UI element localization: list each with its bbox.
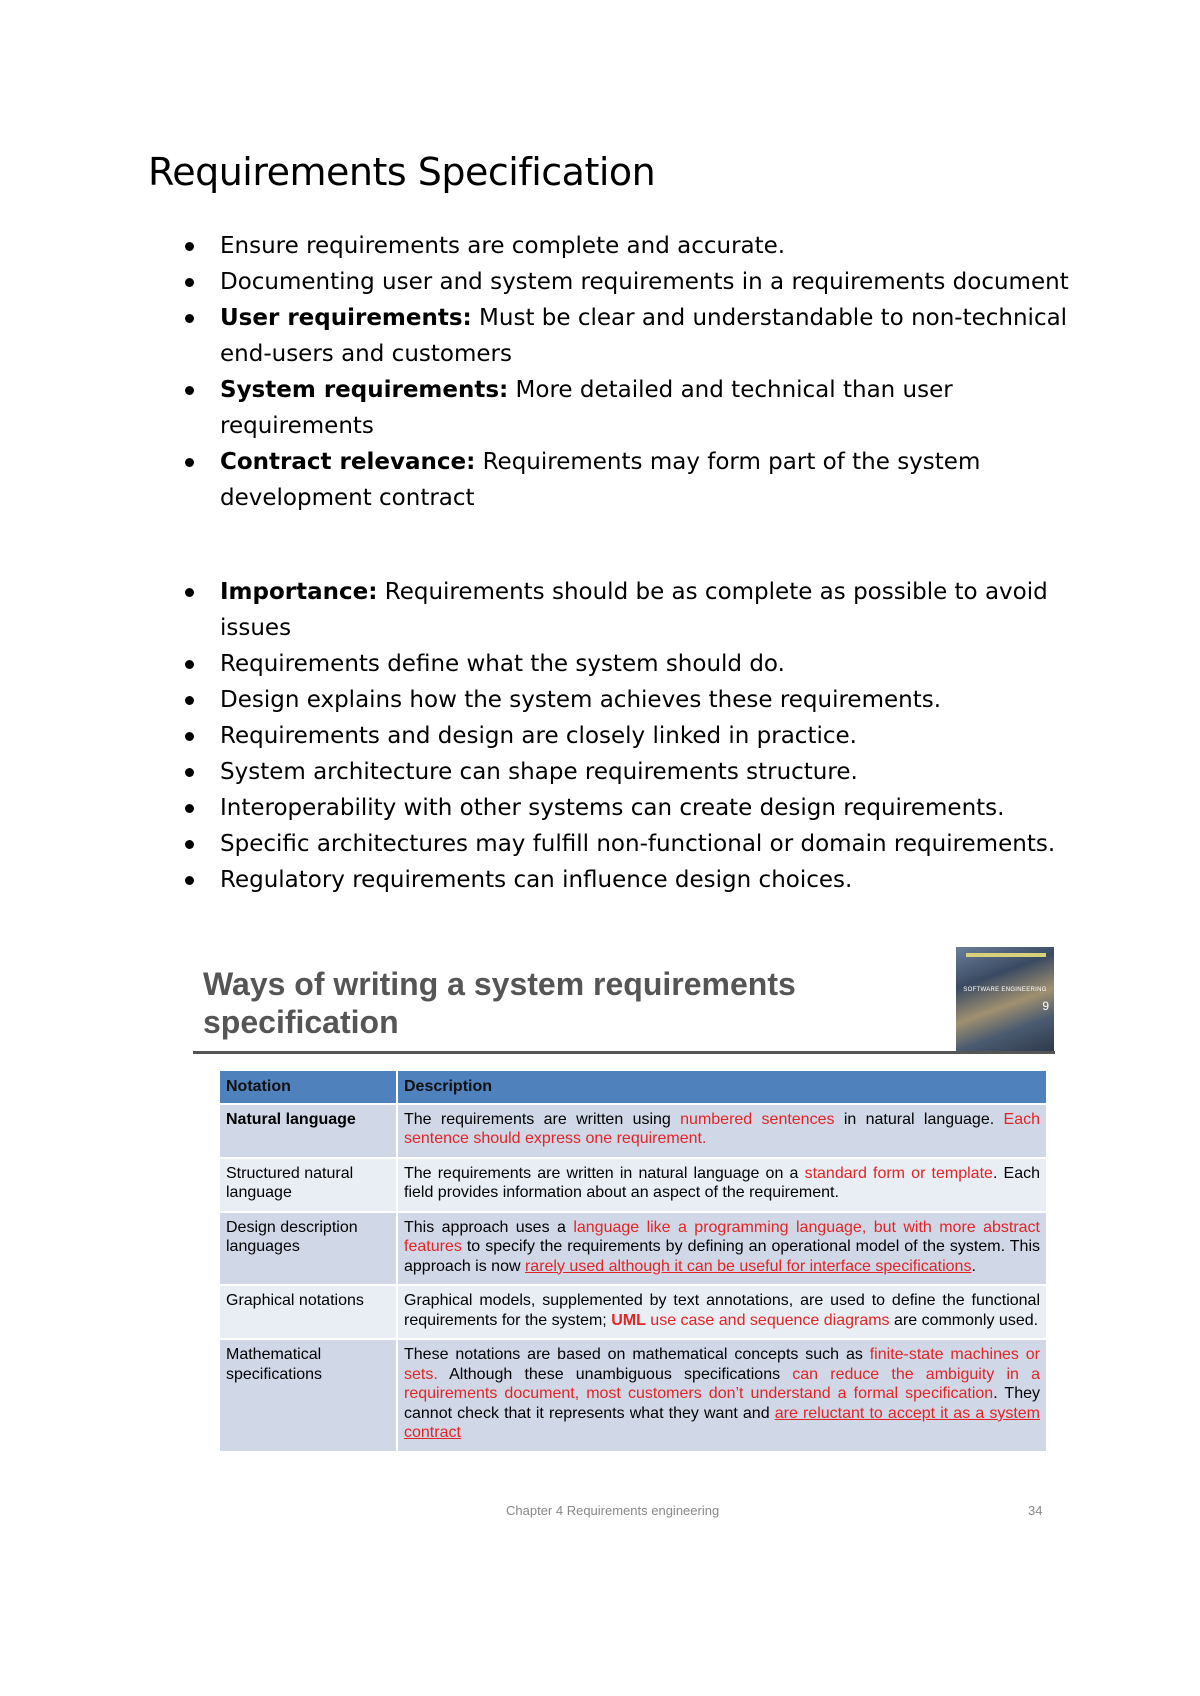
bullet-dot-icon: [185, 242, 194, 251]
description-cell: [397, 1104, 1047, 1158]
bullet-text: System architecture can shape requirements structure.: [220, 759, 858, 785]
bullet-dot-icon: [185, 588, 194, 597]
bullet-text: Documenting user and system requirements in a requirements document: [220, 269, 1069, 295]
bullet-dot-icon: [185, 278, 194, 287]
book-author-strip: [966, 953, 1046, 957]
bullet-text: Ensure requirements are complete and accurate.: [220, 233, 786, 259]
bullet-list-overview: [178, 228, 1078, 516]
notation-table: [218, 1069, 1048, 1453]
description-fragment: in natural language.: [834, 1110, 1004, 1128]
notation-cell: Graphical notations: [219, 1285, 397, 1339]
bullet-list-design: [178, 574, 1078, 898]
description-fragment: to specify the requirements by defining an operational model of the system. This approach is now: [404, 1238, 1040, 1275]
bullet-label: Contract relevance:: [220, 449, 476, 475]
slide-page-number: 34: [1028, 1503, 1043, 1518]
description-fragment: The requirements are written in natural language on a: [404, 1164, 805, 1182]
bullet-item: [178, 228, 1078, 264]
table-row: [219, 1285, 1047, 1339]
slide-image: [188, 945, 1060, 1535]
bullet-text: Requirements may form part of the system development contract: [220, 449, 981, 511]
description-fragment: standard form or template: [804, 1164, 993, 1182]
bullet-dot-icon: [185, 768, 194, 777]
bullet-item: [178, 444, 1078, 516]
table-row: [219, 1158, 1047, 1212]
bullet-text: Specific architectures may fulfill non-functional or domain requirements.: [220, 831, 1056, 857]
table-row: [219, 1104, 1047, 1158]
bullet-item: [178, 264, 1078, 300]
notation-cell: Mathematical specifications: [219, 1339, 397, 1452]
bullet-text: More detailed and technical than user requirements: [220, 377, 953, 439]
bullet-text: Requirements should be as complete as possible to avoid issues: [220, 579, 1048, 641]
description-cell: [397, 1285, 1047, 1339]
description-fragment: can reduce the ambiguity in a requirements document, most customers don’t understand a formal specification: [404, 1365, 1041, 1402]
book-edition-number: 9: [1042, 999, 1049, 1013]
description-fragment: UML: [611, 1311, 646, 1329]
bullet-item: [178, 826, 1078, 862]
book-cover-image: [956, 947, 1054, 1051]
bullet-text: Design explains how the system achieves these requirements.: [220, 687, 942, 713]
bullet-dot-icon: [185, 660, 194, 669]
description-fragment: finite-state machines or sets.: [404, 1346, 1041, 1383]
description-fragment: . They cannot check that it represents what they want and: [404, 1385, 1041, 1422]
bullet-item: [178, 718, 1078, 754]
notation-cell: Natural language: [219, 1104, 397, 1158]
header-notation: Notation: [219, 1070, 397, 1104]
bullet-dot-icon: [185, 386, 194, 395]
slide-divider: [193, 1051, 1055, 1054]
bullet-item: [178, 300, 1078, 372]
bullet-text: Regulatory requirements can influence design choices.: [220, 867, 853, 893]
bullet-item: [178, 574, 1078, 646]
slide-title: Ways of writing a system requirements specification: [203, 966, 796, 1040]
description-fragment: This approach uses a: [404, 1218, 574, 1236]
description-fragment: rarely used although it can be useful for interface specifications: [524, 1257, 972, 1275]
bullet-label: System requirements:: [220, 377, 509, 403]
bullet-text: Interoperability with other systems can create design requirements.: [220, 795, 1005, 821]
bullet-dot-icon: [185, 458, 194, 467]
table-row: [219, 1339, 1047, 1452]
bullet-dot-icon: [185, 314, 194, 323]
page-heading: Requirements Specification: [148, 150, 656, 194]
book-label: SOFTWARE ENGINEERING: [963, 987, 1047, 993]
slide-footer: Chapter 4 Requirements engineering: [506, 1503, 720, 1518]
description-fragment: . Each field provides information about an aspect of the requirement.: [404, 1164, 1041, 1201]
bullet-text: Must be clear and understandable to non-technical end-users and customers: [220, 305, 1068, 367]
bullet-text: Requirements define what the system should do.: [220, 651, 785, 677]
bullet-item: [178, 790, 1078, 826]
table-header-row: [219, 1070, 1047, 1104]
description-cell: [397, 1339, 1047, 1452]
description-fragment: Although these unambiguous specifications: [437, 1365, 793, 1383]
bullet-item: [178, 372, 1078, 444]
description-fragment: .: [971, 1257, 976, 1275]
description-fragment: Each sentence should express one requirement.: [404, 1110, 1040, 1147]
description-fragment: These notations are based on mathematical concepts such as: [404, 1346, 870, 1363]
bullet-dot-icon: [185, 876, 194, 885]
description-fragment: are commonly used.: [889, 1311, 1039, 1329]
header-description: Description: [397, 1070, 1047, 1104]
bullet-text: Requirements and design are closely linked in practice.: [220, 723, 857, 749]
description-fragment: are reluctant to accept it as a system contract: [404, 1404, 1041, 1441]
notation-cell: Structured natural language: [219, 1158, 397, 1212]
bullet-dot-icon: [185, 696, 194, 705]
description-fragment: numbered sentences: [680, 1110, 835, 1128]
bullet-dot-icon: [185, 732, 194, 741]
table-row: [219, 1212, 1047, 1286]
bullet-item: [178, 682, 1078, 718]
bullet-label: Importance:: [220, 579, 378, 605]
description-fragment: language like a programming language, but with more abstract features: [404, 1218, 1041, 1255]
bullet-item: [178, 754, 1078, 790]
bullet-label: User requirements:: [220, 305, 472, 331]
description-fragment: The requirements are written using: [404, 1110, 681, 1128]
description-fragment: Graphical models, supplemented by text annotations, are used to define the functional requirements for the system;: [404, 1292, 1040, 1329]
description-fragment: use case and sequence diagrams: [645, 1311, 890, 1329]
description-cell: [397, 1158, 1047, 1212]
notation-cell: Design description languages: [219, 1212, 397, 1286]
bullet-item: [178, 862, 1078, 898]
description-cell: [397, 1212, 1047, 1286]
bullet-item: [178, 646, 1078, 682]
bullet-dot-icon: [185, 804, 194, 813]
bullet-dot-icon: [185, 840, 194, 849]
